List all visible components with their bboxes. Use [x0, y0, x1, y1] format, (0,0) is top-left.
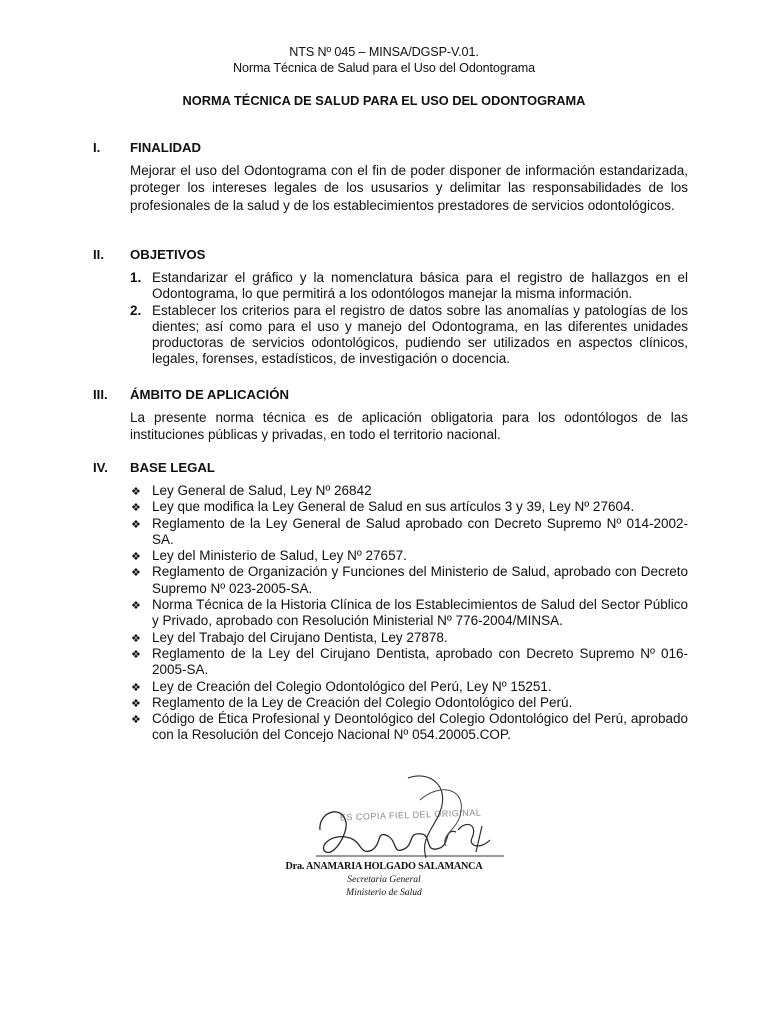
diamond-bullet-icon: ❖ [131, 631, 141, 645]
section-title-objetivos: OBJETIVOS [130, 247, 206, 262]
list-item [130, 303, 688, 368]
document-title: NORMA TÉCNICA DE SALUD PARA EL USO DEL ODONTOGRAMA [182, 93, 586, 108]
diamond-bullet-icon: ❖ [131, 599, 141, 613]
diamond-bullet-icon: ❖ [131, 680, 141, 694]
list-item [130, 630, 688, 646]
section-title-finalidad: FINALIDAD [130, 140, 202, 155]
list-item [130, 548, 688, 564]
section-number: II. [93, 247, 104, 262]
list-item [130, 499, 688, 515]
list-item [130, 483, 688, 499]
section-number: III. [93, 387, 108, 402]
section-number: IV. [93, 460, 108, 475]
list-number: 1. [130, 270, 142, 285]
section-title-ambito: ÁMBITO DE APLICACIÓN [130, 387, 289, 402]
diamond-bullet-icon: ❖ [131, 647, 141, 661]
list-item [130, 516, 688, 549]
list-item [130, 711, 688, 744]
list-item-text: Reglamento de la Ley General de Salud aprobado con Decreto Supremo Nº 014-2002-SA. [152, 515, 688, 547]
list-item-text: Ley del Ministerio de Salud, Ley Nº 27657. [152, 548, 407, 564]
diamond-bullet-icon: ❖ [131, 713, 141, 727]
list-number: 2. [130, 302, 142, 318]
stamp-text: ES COPIA FIEL DEL ORIGINAL [339, 807, 482, 823]
list-item [130, 695, 688, 711]
list-item [130, 564, 688, 597]
signatory-organization: Ministerio de Salud [346, 887, 422, 898]
list-item-text: Reglamento de la Ley de Creación del Colegio Odontológico del Perú. [152, 694, 573, 710]
document-subtitle: Norma Técnica de Salud para el Uso del Odontograma [232, 61, 536, 75]
list-item-text: Ley que modifica la Ley General de Salud en sus artículos 3 y 39, Ley Nº 27604. [152, 499, 635, 515]
list-item-text: Ley de Creación del Colegio Odontológico del Perú, Ley Nº 15251. [152, 678, 552, 694]
signature-stamp [290, 772, 530, 872]
signatory-role: Secretaria General [347, 874, 421, 885]
diamond-bullet-icon: ❖ [131, 517, 141, 531]
list-item [130, 597, 688, 630]
list-item-text: Ley General de Salud, Ley Nº 26842 [152, 483, 372, 498]
diamond-bullet-icon: ❖ [131, 566, 141, 580]
diamond-bullet-icon: ❖ [131, 485, 141, 498]
diamond-bullet-icon: ❖ [131, 550, 141, 564]
list-item-text: Código de Ética Profesional y Deontológico del Colegio Odontológico del Perú, aprobado con la Resolución del Concejo Nacional Nº 054.20005.COP. [152, 711, 688, 743]
section-ambito-text: La presente norma técnica es de aplicación obligatoria para los odontólogos de las instituciones públicas y privadas, en todo el territorio nacional. [130, 410, 688, 443]
list-item-text: Ley del Trabajo del Cirujano Dentista, Ley 27878. [152, 629, 448, 645]
list-item-text: Reglamento de la Ley del Cirujano Dentista, aprobado con Decreto Supremo Nº 016-2005-SA. [152, 645, 688, 678]
section-title-base-legal: BASE LEGAL [130, 460, 215, 475]
section-number: I. [93, 140, 101, 155]
list-item-text: Establecer los criterios para el registro de datos sobre las anomalías y patologías de los dientes; así como para el uso y manejo del Odontograma, en las diferentes unidades productoras de servicios odontológicos, pudiendo ser utilizados en aspectos clínicos, legales, forenses, estadísticos, de investigación o docencia. [152, 302, 688, 367]
list-item [130, 679, 688, 695]
signature-stroke [458, 824, 490, 852]
list-item [130, 646, 688, 679]
diamond-bullet-icon: ❖ [131, 501, 141, 515]
objectives-list [130, 270, 688, 368]
legal-basis-list [130, 483, 688, 744]
signatory-name: Dra. ANAMARIA HOLGADO SALAMANCA [285, 861, 483, 872]
list-item [130, 270, 688, 303]
list-item-text: Reglamento de Organización y Funciones del Ministerio de Salud, aprobado con Decreto Supremo Nº 023-2005-SA. [152, 564, 688, 596]
document-code: NTS Nº 045 – MINSA/DGSP-V.01. [289, 45, 479, 59]
list-item-text: Estandarizar el gráfico y la nomenclatura básica para el registro de hallazgos en el Odontograma, lo que permitirá a los odontólogos manejar la misma información. [152, 270, 688, 302]
list-item-text: Norma Técnica de la Historia Clínica de los Establecimientos de Salud del Sector Público y Privado, aprobado con Resolución Ministerial Nº 776-2004/MINSA. [152, 597, 688, 629]
section-finalidad-text: Mejorar el uso del Odontograma con el fin de poder disponer de información estandarizada, proteger los intereses legales de los ususarios y delimitar las responsabilidades de los profesionales de la salud y de los establecimientos prestadores de servicios odontológicos. [130, 163, 688, 213]
diamond-bullet-icon: ❖ [131, 696, 141, 710]
